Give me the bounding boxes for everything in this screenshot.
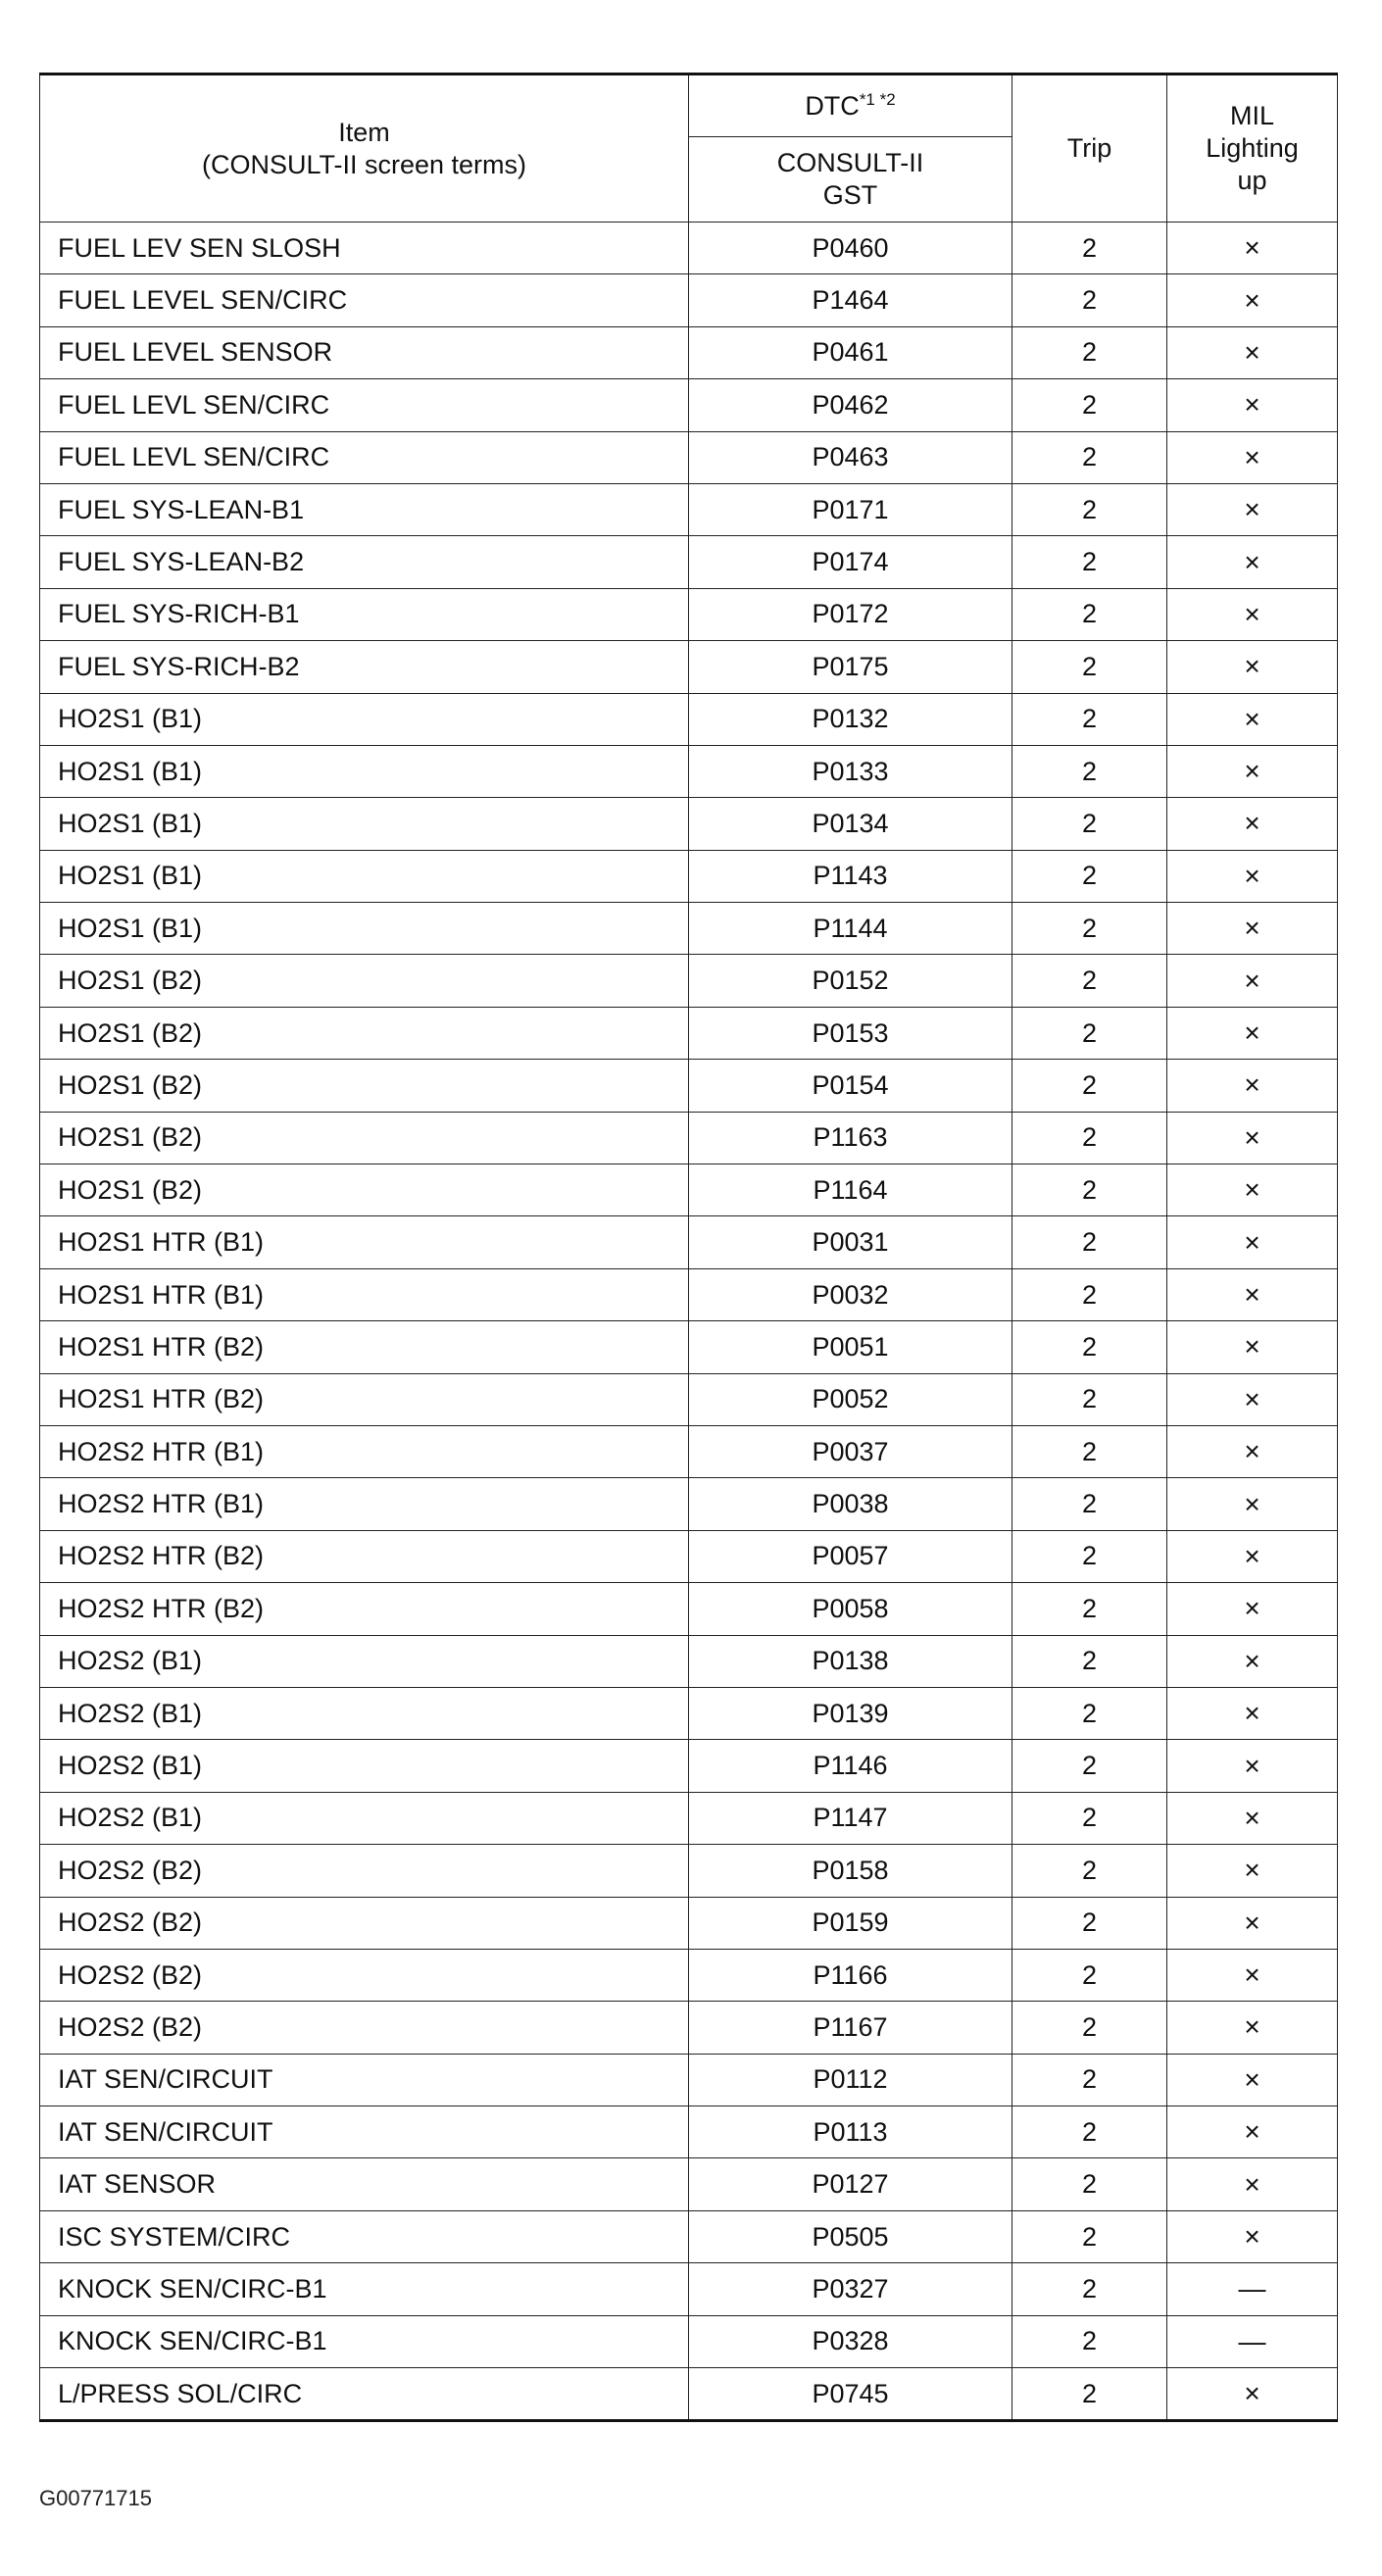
- table-row: [40, 483, 1338, 535]
- dtc-cell: P0172: [689, 588, 1012, 640]
- mil-cell: ×: [1167, 1530, 1338, 1582]
- dtc-cell: P0158: [689, 1845, 1012, 1897]
- mil-cell: ×: [1167, 483, 1338, 535]
- header-item-line2: (CONSULT-II screen terms): [201, 149, 527, 179]
- header-dtc-sub-line1: CONSULT-II: [776, 148, 924, 178]
- mil-cell: ×: [1167, 1897, 1338, 1949]
- header-item-line1: Item: [338, 117, 390, 147]
- table-row: [40, 1478, 1338, 1530]
- table-row: [40, 2106, 1338, 2158]
- item-cell: HO2S2 HTR (B2): [40, 1530, 689, 1582]
- trip-cell: 2: [1012, 1060, 1167, 1112]
- trip-cell: 2: [1012, 1740, 1167, 1792]
- mil-cell: —: [1167, 2315, 1338, 2367]
- trip-cell: 2: [1012, 2263, 1167, 2315]
- trip-cell: 2: [1012, 745, 1167, 797]
- dtc-cell: P0745: [689, 2368, 1012, 2421]
- item-cell: IAT SEN/CIRCUIT: [40, 2106, 689, 2158]
- mil-cell: ×: [1167, 2054, 1338, 2105]
- item-cell: HO2S1 (B2): [40, 955, 689, 1007]
- trip-cell: 2: [1012, 483, 1167, 535]
- item-cell: HO2S1 (B2): [40, 1164, 689, 1216]
- trip-cell: 2: [1012, 1845, 1167, 1897]
- table-row: [40, 1897, 1338, 1949]
- item-cell: HO2S2 HTR (B1): [40, 1478, 689, 1530]
- mil-cell: ×: [1167, 1060, 1338, 1112]
- dtc-cell: P0132: [689, 693, 1012, 745]
- trip-cell: 2: [1012, 693, 1167, 745]
- table-row: [40, 1845, 1338, 1897]
- item-cell: HO2S2 (B1): [40, 1740, 689, 1792]
- mil-cell: ×: [1167, 1373, 1338, 1425]
- item-cell: FUEL LEV SEN SLOSH: [40, 223, 689, 274]
- mil-cell: ×: [1167, 223, 1338, 274]
- trip-cell: 2: [1012, 1687, 1167, 1739]
- table-row: [40, 223, 1338, 274]
- mil-cell: ×: [1167, 1478, 1338, 1530]
- trip-cell: 2: [1012, 903, 1167, 955]
- trip-cell: 2: [1012, 1112, 1167, 1164]
- dtc-cell: P0037: [689, 1425, 1012, 1477]
- item-cell: ISC SYSTEM/CIRC: [40, 2210, 689, 2262]
- table-row: [40, 1112, 1338, 1164]
- table-row: [40, 2315, 1338, 2367]
- table-row: [40, 274, 1338, 326]
- header-item: [40, 74, 689, 223]
- dtc-cell: P1166: [689, 1949, 1012, 2001]
- dtc-table: [39, 73, 1338, 2422]
- table-row: [40, 1007, 1338, 1059]
- item-cell: L/PRESS SOL/CIRC: [40, 2368, 689, 2421]
- table-row: [40, 1792, 1338, 1844]
- table-row: [40, 1687, 1338, 1739]
- table-row: [40, 2158, 1338, 2210]
- dtc-cell: P0133: [689, 745, 1012, 797]
- item-cell: HO2S2 (B2): [40, 1897, 689, 1949]
- trip-cell: 2: [1012, 2054, 1167, 2105]
- item-cell: HO2S1 (B2): [40, 1060, 689, 1112]
- mil-cell: ×: [1167, 274, 1338, 326]
- trip-cell: 2: [1012, 798, 1167, 850]
- item-cell: FUEL LEVEL SEN/CIRC: [40, 274, 689, 326]
- header-dtc: [689, 74, 1012, 137]
- item-cell: HO2S2 (B1): [40, 1792, 689, 1844]
- dtc-cell: P1464: [689, 274, 1012, 326]
- trip-cell: 2: [1012, 1164, 1167, 1216]
- dtc-cell: P0152: [689, 955, 1012, 1007]
- dtc-cell: P0460: [689, 223, 1012, 274]
- mil-cell: ×: [1167, 850, 1338, 902]
- header-mil-line1: MIL: [1229, 101, 1274, 131]
- trip-cell: 2: [1012, 2106, 1167, 2158]
- dtc-cell: P0174: [689, 536, 1012, 588]
- mil-cell: ×: [1167, 1112, 1338, 1164]
- dtc-cell: P1146: [689, 1740, 1012, 1792]
- table-row: [40, 431, 1338, 483]
- dtc-cell: P0138: [689, 1635, 1012, 1687]
- dtc-cell: P0058: [689, 1583, 1012, 1635]
- mil-cell: ×: [1167, 1216, 1338, 1268]
- mil-cell: ×: [1167, 431, 1338, 483]
- item-cell: HO2S1 HTR (B1): [40, 1268, 689, 1320]
- trip-cell: 2: [1012, 1949, 1167, 2001]
- trip-cell: 2: [1012, 1635, 1167, 1687]
- table-row: [40, 1949, 1338, 2001]
- trip-cell: 2: [1012, 2315, 1167, 2367]
- item-cell: HO2S2 HTR (B1): [40, 1425, 689, 1477]
- dtc-cell: P0461: [689, 326, 1012, 378]
- dtc-cell: P1164: [689, 1164, 1012, 1216]
- trip-cell: 2: [1012, 1425, 1167, 1477]
- mil-cell: ×: [1167, 326, 1338, 378]
- table-row: [40, 2002, 1338, 2054]
- table-row: [40, 1060, 1338, 1112]
- dtc-cell: P1167: [689, 2002, 1012, 2054]
- mil-cell: ×: [1167, 693, 1338, 745]
- table-row: [40, 1425, 1338, 1477]
- dtc-cell: P0127: [689, 2158, 1012, 2210]
- mil-cell: ×: [1167, 903, 1338, 955]
- mil-cell: —: [1167, 2263, 1338, 2315]
- table-row: [40, 2263, 1338, 2315]
- item-cell: HO2S1 HTR (B1): [40, 1216, 689, 1268]
- trip-cell: 2: [1012, 2368, 1167, 2421]
- mil-cell: ×: [1167, 1268, 1338, 1320]
- table-row: [40, 1321, 1338, 1373]
- header-mil: [1167, 74, 1338, 223]
- dtc-cell: P0153: [689, 1007, 1012, 1059]
- trip-cell: 2: [1012, 1897, 1167, 1949]
- table-row: [40, 379, 1338, 431]
- dtc-cell: P1163: [689, 1112, 1012, 1164]
- mil-cell: ×: [1167, 2368, 1338, 2421]
- dtc-cell: P0057: [689, 1530, 1012, 1582]
- mil-cell: ×: [1167, 2210, 1338, 2262]
- dtc-cell: P1147: [689, 1792, 1012, 1844]
- table-row: [40, 2210, 1338, 2262]
- item-cell: IAT SEN/CIRCUIT: [40, 2054, 689, 2105]
- item-cell: HO2S1 (B1): [40, 745, 689, 797]
- dtc-cell: P0113: [689, 2106, 1012, 2158]
- item-cell: FUEL SYS-RICH-B1: [40, 588, 689, 640]
- dtc-cell: P0175: [689, 641, 1012, 693]
- table-row: [40, 745, 1338, 797]
- trip-cell: 2: [1012, 2210, 1167, 2262]
- trip-cell: 2: [1012, 1373, 1167, 1425]
- item-cell: IAT SENSOR: [40, 2158, 689, 2210]
- table-row: [40, 588, 1338, 640]
- dtc-cell: P0505: [689, 2210, 1012, 2262]
- dtc-cell: P0134: [689, 798, 1012, 850]
- mil-cell: ×: [1167, 2106, 1338, 2158]
- table-row: [40, 536, 1338, 588]
- table-row: [40, 955, 1338, 1007]
- mil-cell: ×: [1167, 1583, 1338, 1635]
- dtc-cell: P0038: [689, 1478, 1012, 1530]
- item-cell: HO2S2 (B1): [40, 1687, 689, 1739]
- trip-cell: 2: [1012, 1321, 1167, 1373]
- table-row: [40, 2368, 1338, 2421]
- mil-cell: ×: [1167, 536, 1338, 588]
- table-row: [40, 798, 1338, 850]
- table-body: [40, 223, 1338, 2421]
- dtc-cell: P0327: [689, 2263, 1012, 2315]
- table-row: [40, 1530, 1338, 1582]
- item-cell: HO2S2 (B2): [40, 1845, 689, 1897]
- item-cell: FUEL LEVEL SENSOR: [40, 326, 689, 378]
- header-mil-line2: Lighting: [1206, 133, 1299, 164]
- mil-cell: ×: [1167, 745, 1338, 797]
- mil-cell: ×: [1167, 1425, 1338, 1477]
- trip-cell: 2: [1012, 641, 1167, 693]
- item-cell: HO2S1 (B2): [40, 1007, 689, 1059]
- dtc-cell: P0154: [689, 1060, 1012, 1112]
- dtc-cell: P0139: [689, 1687, 1012, 1739]
- dtc-cell: P0462: [689, 379, 1012, 431]
- table-row: [40, 2054, 1338, 2105]
- dtc-cell: P0052: [689, 1373, 1012, 1425]
- mil-cell: ×: [1167, 379, 1338, 431]
- mil-cell: ×: [1167, 1949, 1338, 2001]
- trip-cell: 2: [1012, 274, 1167, 326]
- trip-cell: 2: [1012, 223, 1167, 274]
- item-cell: FUEL SYS-LEAN-B1: [40, 483, 689, 535]
- table-header: [40, 74, 1338, 223]
- trip-cell: 2: [1012, 431, 1167, 483]
- table-row: [40, 1373, 1338, 1425]
- mil-cell: ×: [1167, 1635, 1338, 1687]
- trip-cell: 2: [1012, 588, 1167, 640]
- dtc-cell: P0171: [689, 483, 1012, 535]
- dtc-cell: P1143: [689, 850, 1012, 902]
- item-cell: HO2S2 (B2): [40, 1949, 689, 2001]
- item-cell: KNOCK SEN/CIRC-B1: [40, 2315, 689, 2367]
- trip-cell: 2: [1012, 1583, 1167, 1635]
- item-cell: FUEL SYS-RICH-B2: [40, 641, 689, 693]
- table-row: [40, 903, 1338, 955]
- mil-cell: ×: [1167, 1845, 1338, 1897]
- table-row: [40, 1583, 1338, 1635]
- item-cell: HO2S1 HTR (B2): [40, 1321, 689, 1373]
- trip-cell: 2: [1012, 1530, 1167, 1582]
- mil-cell: ×: [1167, 588, 1338, 640]
- dtc-cell: P0463: [689, 431, 1012, 483]
- header-dtc-sub: [689, 137, 1012, 223]
- header-mil-line3: up: [1237, 165, 1267, 195]
- mil-cell: ×: [1167, 1792, 1338, 1844]
- dtc-cell: P0031: [689, 1216, 1012, 1268]
- trip-cell: 2: [1012, 1216, 1167, 1268]
- table-row: [40, 1216, 1338, 1268]
- trip-cell: 2: [1012, 2158, 1167, 2210]
- mil-cell: ×: [1167, 1687, 1338, 1739]
- trip-cell: 2: [1012, 379, 1167, 431]
- item-cell: HO2S1 (B2): [40, 1112, 689, 1164]
- item-cell: HO2S1 (B1): [40, 693, 689, 745]
- item-cell: FUEL LEVL SEN/CIRC: [40, 379, 689, 431]
- item-cell: FUEL LEVL SEN/CIRC: [40, 431, 689, 483]
- trip-cell: 2: [1012, 2002, 1167, 2054]
- mil-cell: ×: [1167, 1007, 1338, 1059]
- trip-cell: 2: [1012, 536, 1167, 588]
- header-trip: Trip: [1012, 74, 1167, 223]
- table-row: [40, 1164, 1338, 1216]
- mil-cell: ×: [1167, 1321, 1338, 1373]
- dtc-cell: P0159: [689, 1897, 1012, 1949]
- dtc-cell: P0328: [689, 2315, 1012, 2367]
- item-cell: HO2S1 (B1): [40, 798, 689, 850]
- mil-cell: ×: [1167, 798, 1338, 850]
- item-cell: HO2S1 (B1): [40, 903, 689, 955]
- header-dtc-footnote: *1 *2: [859, 89, 896, 109]
- table-row: [40, 326, 1338, 378]
- dtc-cell: P0051: [689, 1321, 1012, 1373]
- table-row: [40, 641, 1338, 693]
- item-cell: FUEL SYS-LEAN-B2: [40, 536, 689, 588]
- table-row: [40, 693, 1338, 745]
- trip-cell: 2: [1012, 850, 1167, 902]
- trip-cell: 2: [1012, 1478, 1167, 1530]
- mil-cell: ×: [1167, 1740, 1338, 1792]
- item-cell: KNOCK SEN/CIRC-B1: [40, 2263, 689, 2315]
- item-cell: HO2S2 HTR (B2): [40, 1583, 689, 1635]
- trip-cell: 2: [1012, 1007, 1167, 1059]
- dtc-cell: P1144: [689, 903, 1012, 955]
- item-cell: HO2S1 HTR (B2): [40, 1373, 689, 1425]
- table-row: [40, 1740, 1338, 1792]
- header-dtc-label: DTC: [805, 90, 860, 121]
- figure-id: G00771715: [39, 2486, 152, 2510]
- mil-cell: ×: [1167, 1164, 1338, 1216]
- trip-cell: 2: [1012, 1268, 1167, 1320]
- table-row: [40, 1268, 1338, 1320]
- trip-cell: 2: [1012, 955, 1167, 1007]
- mil-cell: ×: [1167, 2002, 1338, 2054]
- item-cell: HO2S1 (B1): [40, 850, 689, 902]
- table-row: [40, 1635, 1338, 1687]
- header-dtc-sub-line2: GST: [822, 180, 878, 210]
- mil-cell: ×: [1167, 2158, 1338, 2210]
- item-cell: HO2S2 (B1): [40, 1635, 689, 1687]
- mil-cell: ×: [1167, 955, 1338, 1007]
- mil-cell: ×: [1167, 641, 1338, 693]
- dtc-cell: P0112: [689, 2054, 1012, 2105]
- trip-cell: 2: [1012, 1792, 1167, 1844]
- item-cell: HO2S2 (B2): [40, 2002, 689, 2054]
- dtc-cell: P0032: [689, 1268, 1012, 1320]
- trip-cell: 2: [1012, 326, 1167, 378]
- table-row: [40, 850, 1338, 902]
